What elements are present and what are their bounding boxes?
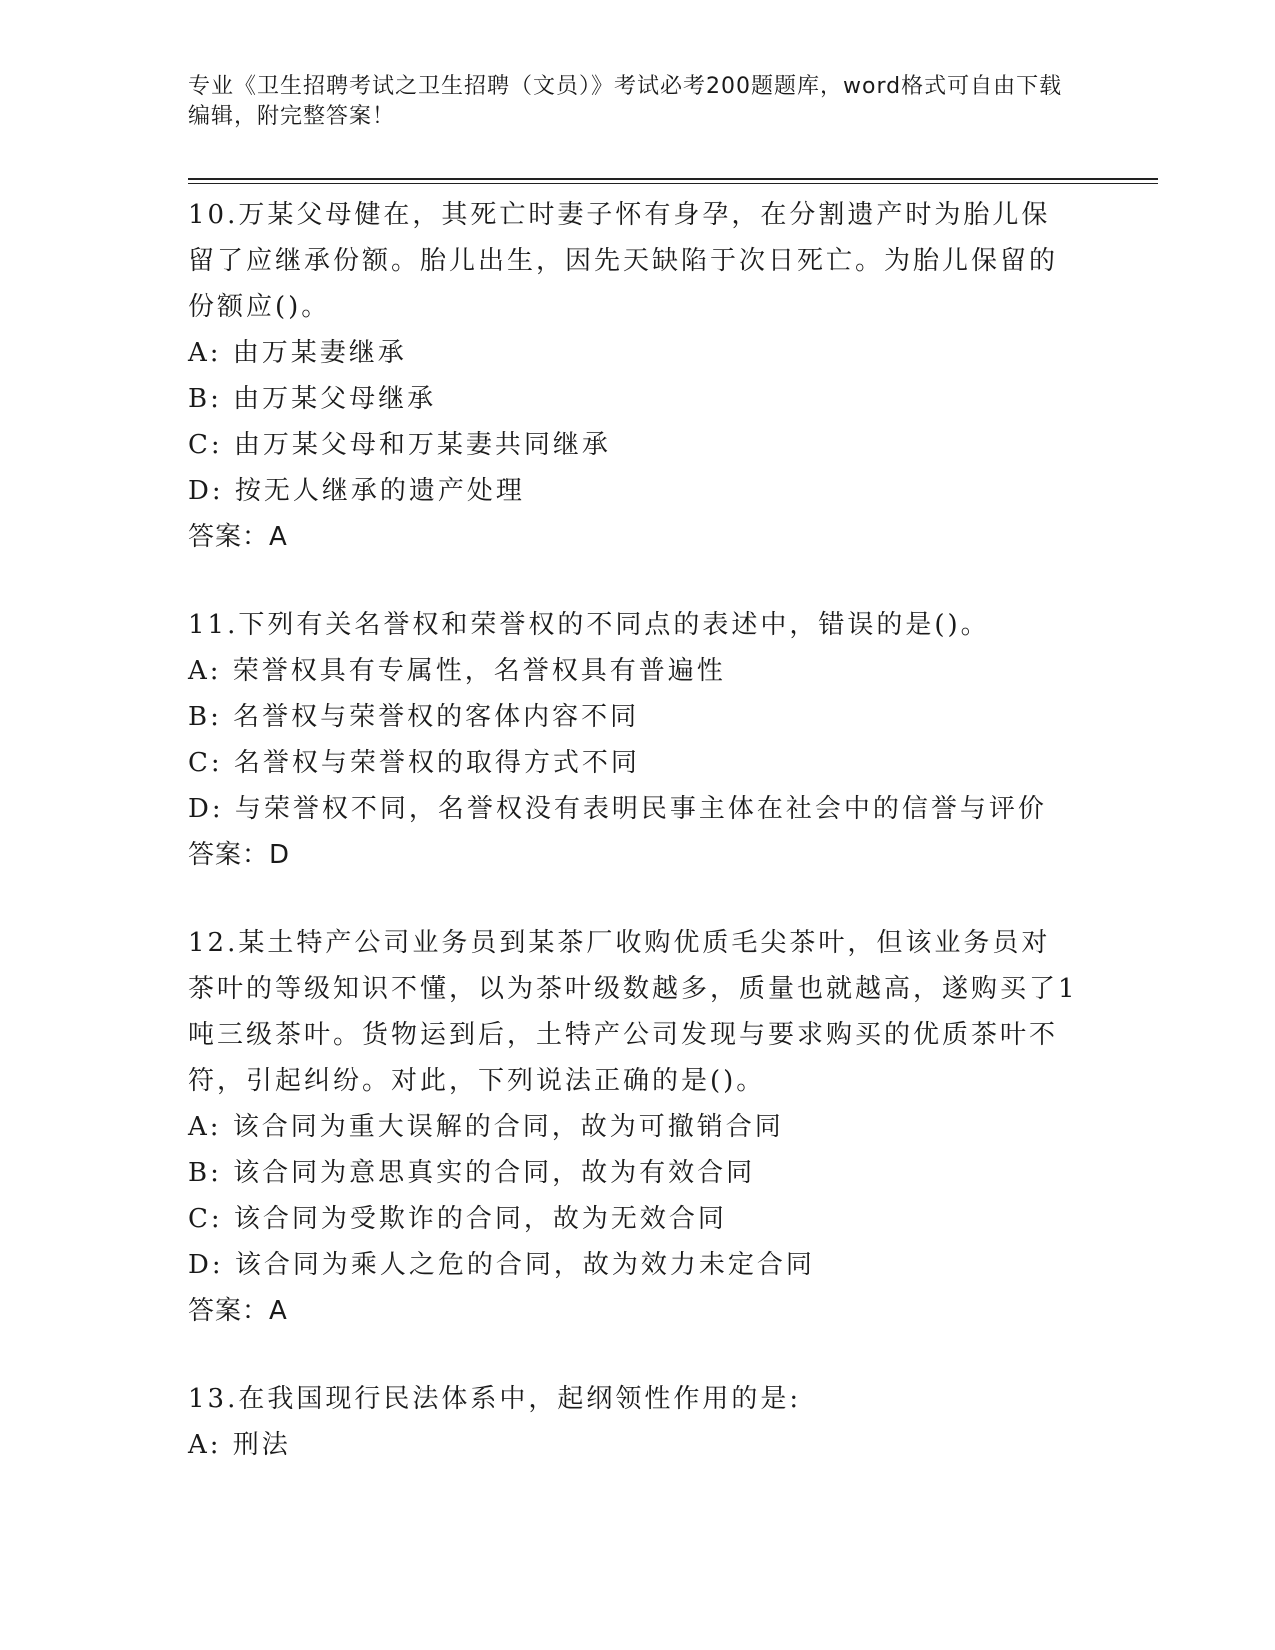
question-stem: 10.万某父母健在，其死亡时妻子怀有身孕，在分割遗产时为胎儿保留了应继承份额。胎儿出生，因先天缺陷于次日死亡。为胎儿保留的份额应()。 — [188, 200, 1059, 322]
question-11 — [188, 602, 1078, 878]
header-divider-thin — [188, 183, 1158, 184]
option-a: A: 该合同为重大误解的合同，故为可撤销合同 — [188, 1112, 784, 1142]
option-b: B: 名誉权与荣誉权的客体内容不同 — [188, 702, 640, 732]
option-d: D: 与荣誉权不同，名誉权没有表明民事主体在社会中的信誉与评价 — [188, 794, 1047, 824]
option-c: C: 该合同为受欺诈的合同，故为无效合同 — [188, 1204, 727, 1234]
question-stem: 13.在我国现行民法体系中，起纲领性作用的是: — [188, 1384, 802, 1414]
question-10 — [188, 192, 1078, 560]
answer: 答案：D — [188, 840, 291, 870]
option-b: B: 由万某父母继承 — [188, 384, 437, 414]
answer: 答案：A — [188, 1296, 288, 1326]
question-12 — [188, 920, 1078, 1334]
header-divider-thick — [188, 178, 1158, 180]
document-header: 专业《卫生招聘考试之卫生招聘（文员）》考试必考200题题库，word格式可自由下载编辑，附完整答案！ — [188, 74, 1063, 129]
option-b: B: 该合同为意思真实的合同，故为有效合同 — [188, 1158, 756, 1188]
option-a: A: 荣誉权具有专属性，名誉权具有普遍性 — [188, 656, 726, 686]
option-a: A: 刑法 — [188, 1430, 291, 1460]
option-c: C: 名誉权与荣誉权的取得方式不同 — [188, 748, 640, 778]
option-c: C: 由万某父母和万某妻共同继承 — [188, 430, 611, 460]
question-stem: 12.某土特产公司业务员到某茶厂收购优质毛尖茶叶，但该业务员对茶叶的等级知识不懂，以为茶叶级数越多，质量也就越高，遂购买了1吨三级茶叶。货物运到后，土特产公司发现与要求购买的优质茶叶不符，引起纠纷。对此，下列说法正确的是()。 — [188, 928, 1078, 1096]
question-list — [188, 192, 1078, 1510]
question-stem: 11.下列有关名誉权和荣誉权的不同点的表述中，错误的是()。 — [188, 610, 990, 640]
option-a: A: 由万某妻继承 — [188, 338, 407, 368]
option-d: D: 该合同为乘人之危的合同，故为效力未定合同 — [188, 1250, 815, 1280]
question-13 — [188, 1376, 1078, 1468]
answer: 答案：A — [188, 522, 288, 552]
option-d: D: 按无人继承的遗产处理 — [188, 476, 525, 506]
